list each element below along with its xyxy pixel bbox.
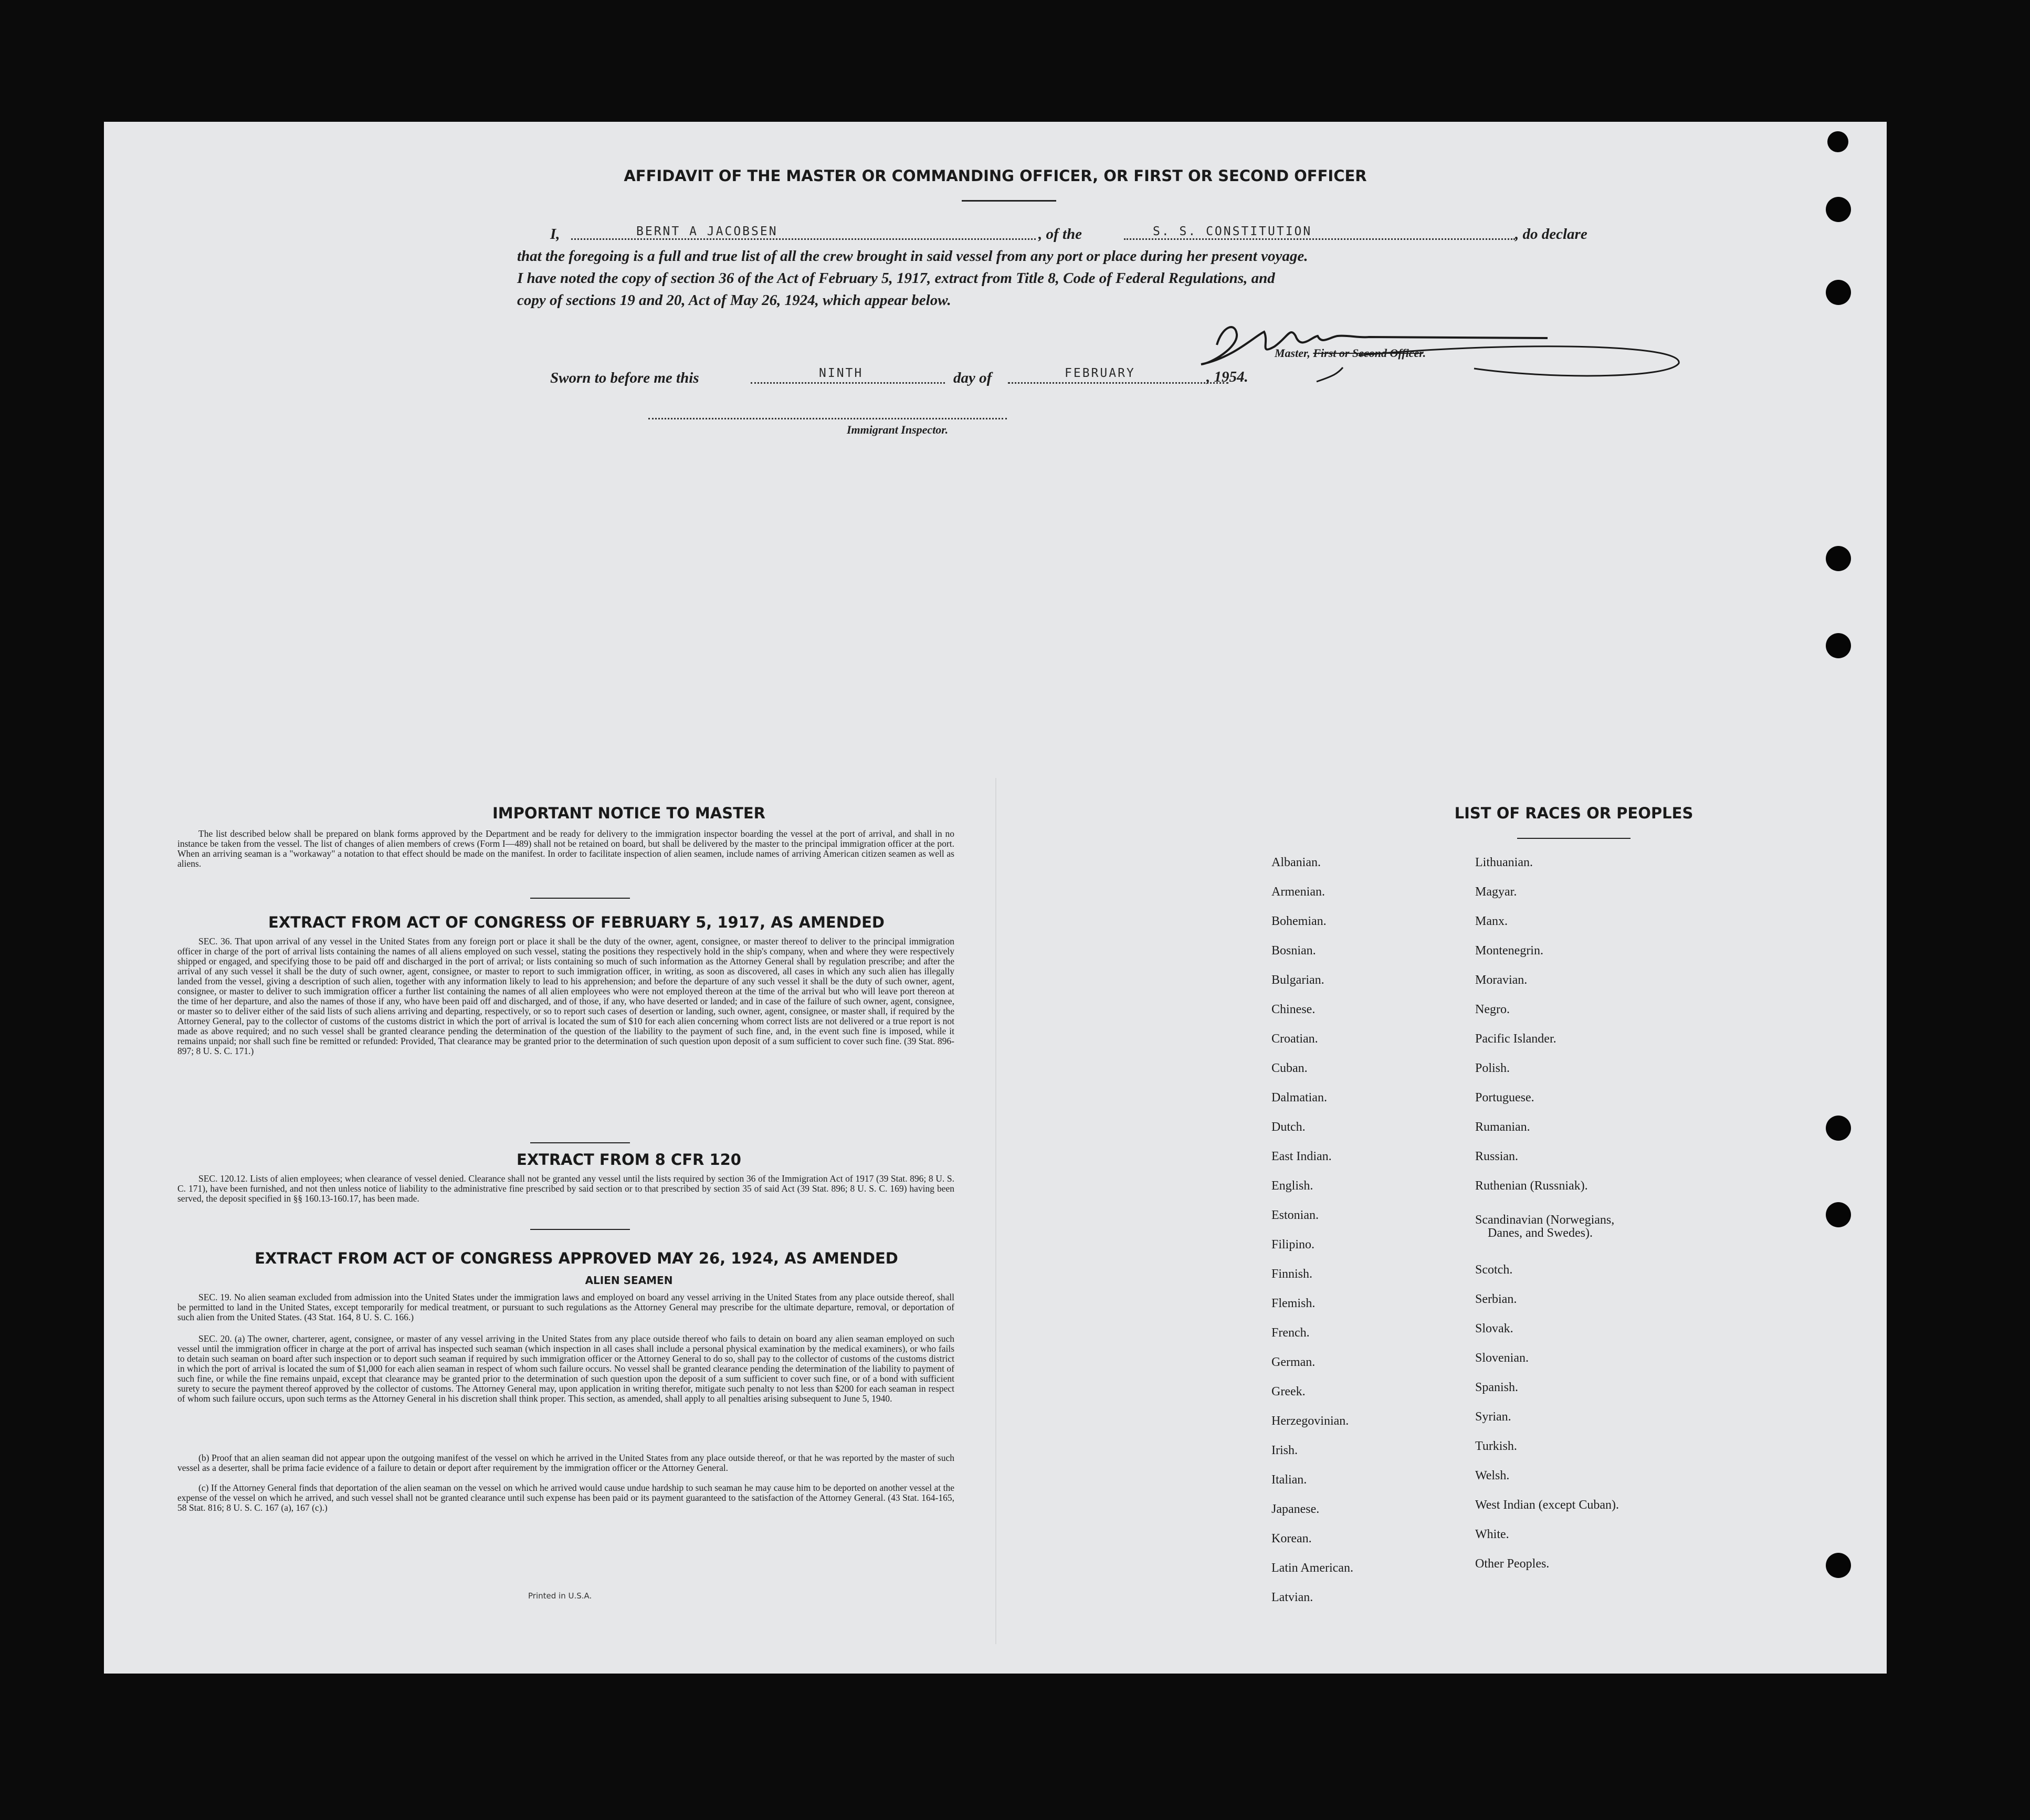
sworn-label: Sworn to before me this <box>550 370 699 386</box>
notice-text: The list described below shall be prepared on blank forms approved by the Department and be ready for delivery to the immigration inspector boarding the vessel at the port of arrival, and shall in no instance be taken from the vessel. The list of changes of alien members of crews (Form I—489) shall not be retained on board, but shall be delivered by the master to the principal immigration officer at the port. When an arriving seaman is a "workaway" a notation to that effect should be made on the manifest. In order to facilitate inspection of alien seamen, include names of arriving American citizen seamen as well as aliens. <box>177 828 954 869</box>
declaration-line-3: I have noted the copy of section 36 of the Act of February 5, 1917, extract from Title 8, Code of Federal Regulations, and <box>517 270 1275 287</box>
sec-20b-text: (b) Proof that an alien seaman did not appear upon the outgoing manifest of the vessel on which he arrived in the United States from any place outside thereof, or that he was reported by the master of such vessel as a deserter, shall be prima facie evidence of a failure to detain or deport after requirement by the immigration officer or the Attorney General. <box>177 1453 954 1473</box>
punch-hole <box>1826 197 1851 222</box>
extract-8cfr-text: SEC. 120.12. Lists of alien employees; when clearance of vessel denied. Clearance shall not be granted any vessel until the lists required by section 36 of the Immigration Act of 1917 (39 Stat. 896; 8 U. S. C. 171), have been furnished, and not then unless notice of liability to the administrative fine prescribed by said section or to that prescribed by section 35 of said Act (39 Stat. 896; 8 U. S. C. 169) having been served, the deposit specified in §§ 160.13-160.17, has been made. <box>177 1173 954 1204</box>
race-item: Russian. <box>1475 1150 1519 1163</box>
race-item: Estonian. <box>1271 1208 1319 1222</box>
race-item: Greek. <box>1271 1385 1306 1398</box>
role-struck: First or Second Officer <box>1313 346 1423 360</box>
punch-hole <box>1826 1116 1851 1141</box>
race-item: Scandinavian (Norwegians, <box>1475 1213 1615 1227</box>
sec-20a-text: SEC. 20. (a) The owner, charterer, agent, consignee, or master of any vessel arriving in the United States from any place outside thereof who fails to detain on board any alien seaman employed on such vessel until the immigration officer in charge at the port of arrival has inspected such seaman (which inspection in all cases shall include a personal physical examination by the medical examiners), or who fails to detain such seaman on board after such inspection or to deport such seaman if required by such immigration officer or the Attorney General to do so, shall pay to the collector of customs of the customs district in which the port of arrival is located the sum of $1,000 for each alien seaman in respect of whom such failure occurs. No vessel shall be granted clearance pending the determination of the liability to payment of such fine, or while the fine remains unpaid, except that clearance may be granted prior to the determination of such question upon the deposit of a sum sufficient to cover such fine, or of a bond with sufficient surety to secure the payment thereof approved by the collector of customs. The Attorney General may, upon application in writing therefor, mitigate such penalty to not less than $200 for each seaman in respect of whom such failure occurs, upon such terms as the Attorney General in his discretion shall think proper. This section, as amended, shall apply to all penalties arising subsequent to June 5, 1940. <box>177 1333 954 1404</box>
i-label: I, <box>550 226 560 243</box>
race-item: Bohemian. <box>1271 914 1327 928</box>
race-item: Chinese. <box>1271 1003 1316 1016</box>
race-item: Cuban. <box>1271 1061 1308 1075</box>
race-item: Manx. <box>1475 914 1508 928</box>
race-item: Rumanian. <box>1475 1120 1530 1134</box>
punch-hole <box>1826 1202 1851 1227</box>
race-item: Filipino. <box>1271 1238 1315 1251</box>
month-blank <box>1008 382 1228 384</box>
punch-hole <box>1826 1553 1851 1578</box>
signature-role <box>1275 346 1426 360</box>
race-item: East Indian. <box>1271 1150 1332 1163</box>
race-item: Latin American. <box>1271 1561 1353 1575</box>
punch-hole <box>1826 546 1851 571</box>
race-item: White. <box>1475 1528 1509 1541</box>
race-item: Serbian. <box>1475 1292 1517 1306</box>
declaration-line-4: copy of sections 19 and 20, Act of May 26, 1924, which appear below. <box>517 292 951 309</box>
extract-1917-divider <box>530 1142 630 1143</box>
title-divider <box>962 200 1056 202</box>
race-item: Turkish. <box>1475 1439 1517 1453</box>
race-item: Montenegrin. <box>1475 944 1543 958</box>
race-item: Slovenian. <box>1475 1351 1529 1365</box>
race-item: Pacific Islander. <box>1475 1032 1556 1046</box>
race-item: Korean. <box>1271 1532 1312 1545</box>
printed-in-usa: Printed in U.S.A. <box>528 1591 592 1601</box>
race-item: Herzegovinian. <box>1271 1414 1349 1428</box>
punch-hole <box>1826 633 1851 658</box>
race-item: Flemish. <box>1271 1297 1316 1310</box>
race-item: Portuguese. <box>1475 1091 1534 1104</box>
race-item: Armenian. <box>1271 885 1325 899</box>
sec-19-text: SEC. 19. No alien seaman excluded from admission into the United States under the immigration laws and employed on board any vessel arriving in the United States from any place outside thereof, shall be permitted to land in the United States, except temporarily for medical treatment, or pursuant to such regulations as the Attorney General may prescribe for the ultimate departure, removal, or deportation of such alien from the United States. (43 Stat. 164, 8 U. S. C. 166.) <box>177 1292 954 1322</box>
race-item: West Indian (except Cuban). <box>1475 1498 1619 1512</box>
extract-8cfr-divider <box>530 1229 630 1230</box>
race-item: Bosnian. <box>1271 944 1316 958</box>
inspector-blank <box>648 418 1007 419</box>
race-item: Irish. <box>1271 1444 1298 1457</box>
race-item: Slovak. <box>1475 1322 1513 1335</box>
vessel-blank <box>1124 238 1515 240</box>
affidavit-title: AFFIDAVIT OF THE MASTER OR COMMANDING OFFICER, OR FIRST OR SECOND OFFICER <box>624 167 1367 185</box>
race-item: Negro. <box>1475 1003 1510 1016</box>
race-item: Scotch. <box>1475 1263 1513 1277</box>
name-blank <box>571 238 1036 240</box>
sec-20c-text: (c) If the Attorney General finds that deportation of the alien seaman on the vessel on which he arrived would cause undue hardship to such seaman he may cause him to be deported on another vessel at the expense of the vessel on which he arrived, and such vessel shall not be granted clearance until such expense has been paid or its payment guaranteed to the satisfaction of the Attorney General. (43 Stat. 164-165, 58 Stat. 816; 8 U. S. C. 167 (a), 167 (c).) <box>177 1482 954 1513</box>
extract-1917-title: EXTRACT FROM ACT OF CONGRESS OF FEBRUARY 5, 1917, AS AMENDED <box>268 913 885 931</box>
race-item: Dalmatian. <box>1271 1091 1327 1104</box>
race-item: Lithuanian. <box>1475 856 1533 869</box>
sworn-year: , 1954. <box>1206 369 1248 385</box>
race-item: Ruthenian (Russniak). <box>1475 1179 1588 1193</box>
extract-1917-text: SEC. 36. That upon arrival of any vessel in the United States from any foreign port or place it shall be the duty of the owner, agent, consignee, or master thereof to deliver to the principal immigration officer in charge of the port of arrival lists containing the names of all aliens employed on such vessel, stating the positions they respectively hold in the ship's company, when and where they were respectively shipped or engaged, and specifying those to be paid off and discharged in the port of arrival; or lists containing so much of such information as the Attorney General shall by regulation prescribe; and after the arrival of any such vessel it shall be the duty of such owner, agent, consignee, or master to report to such immigration officer, in writing, as soon as discovered, all cases in which any such alien has illegally landed from the vessel, giving a description of such alien, together with any information likely to lead to his apprehension; and before the departure of any such vessel it shall be the duty of such owner, agent, consignee, or master to deliver to such immigration officer a further list containing the names of all alien employees who were not employed thereon at the time of the arrival but who will leave port thereon at the time of her departure, and also the names of those if any, who have been paid off and discharged, and of those, if any, who have deserted or landed; and in case of the failure of such owner, agent, consignee, or master so to deliver either of the said lists of such aliens arriving and departing, respectively, or so to report such cases of desertion or landing, such owner, agent, consignee, or master shall, if required by the Attorney General, pay to the collector of customs of the customs district in which the port of arrival is located the sum of $10 for each alien concerning whom correct lists are not delivered or a true report is not made as above required; and no such vessel shall be granted clearance pending the determination of the question of the liability to the payment of such fine, and, in the event such fine is imposed, while it remains unpaid; nor shall such fine be remitted or refunded: Provided, That clearance may be granted prior to the determination of such question upon deposit of a sum sufficient to cover such fine. (39 Stat. 896-897; 8 U. S. C. 171.) <box>177 936 954 1056</box>
race-item: Italian. <box>1271 1473 1307 1487</box>
race-item: Latvian. <box>1271 1591 1313 1604</box>
day-of-label: day of <box>953 370 992 386</box>
punch-hole <box>1826 280 1851 305</box>
race-item: Finnish. <box>1271 1267 1313 1281</box>
notice-title: IMPORTANT NOTICE TO MASTER <box>492 804 766 822</box>
declaration-line-2: that the foregoing is a full and true list of all the crew brought in said vessel from any port or place during her present voyage. <box>517 248 1308 265</box>
declare-label: , do declare <box>1515 226 1587 243</box>
race-item: Syrian. <box>1475 1410 1511 1424</box>
race-item: French. <box>1271 1326 1310 1340</box>
of-the-label: , of the <box>1038 226 1082 243</box>
race-item: Spanish. <box>1475 1381 1519 1394</box>
race-item: Bulgarian. <box>1271 973 1324 987</box>
sworn-day: NINTH <box>819 366 864 380</box>
race-item: Moravian. <box>1475 973 1528 987</box>
race-item: Danes, and Swedes). <box>1488 1226 1593 1240</box>
notice-divider <box>530 898 630 899</box>
center-fold <box>995 778 996 1644</box>
race-item: Albanian. <box>1271 856 1321 869</box>
race-item: German. <box>1271 1355 1316 1369</box>
day-blank <box>751 382 945 384</box>
race-item: Welsh. <box>1475 1469 1510 1482</box>
master-signature <box>1180 306 1695 390</box>
race-item: Japanese. <box>1271 1502 1320 1516</box>
race-item: English. <box>1271 1179 1313 1193</box>
race-item: Polish. <box>1475 1061 1510 1075</box>
role-suffix: . <box>1423 346 1426 360</box>
race-item: Croatian. <box>1271 1032 1318 1046</box>
document-page <box>104 122 1887 1674</box>
master-name: BERNT A JACOBSEN <box>636 225 778 238</box>
punch-hole <box>1827 131 1848 152</box>
role-master: Master, <box>1275 346 1313 360</box>
sworn-month: FEBRUARY <box>1065 366 1135 380</box>
races-title: LIST OF RACES OR PEOPLES <box>1454 804 1694 822</box>
alien-seamen-subtitle: ALIEN SEAMEN <box>585 1274 673 1287</box>
race-item: Magyar. <box>1475 885 1517 899</box>
extract-8cfr-title: EXTRACT FROM 8 CFR 120 <box>517 1151 741 1169</box>
races-divider <box>1517 838 1631 839</box>
race-item: Dutch. <box>1271 1120 1306 1134</box>
extract-1924-title: EXTRACT FROM ACT OF CONGRESS APPROVED MAY 26, 1924, AS AMENDED <box>255 1249 898 1267</box>
vessel-name: S. S. CONSTITUTION <box>1153 225 1312 238</box>
inspector-label: Immigrant Inspector. <box>847 423 949 436</box>
race-item: Other Peoples. <box>1475 1557 1550 1571</box>
